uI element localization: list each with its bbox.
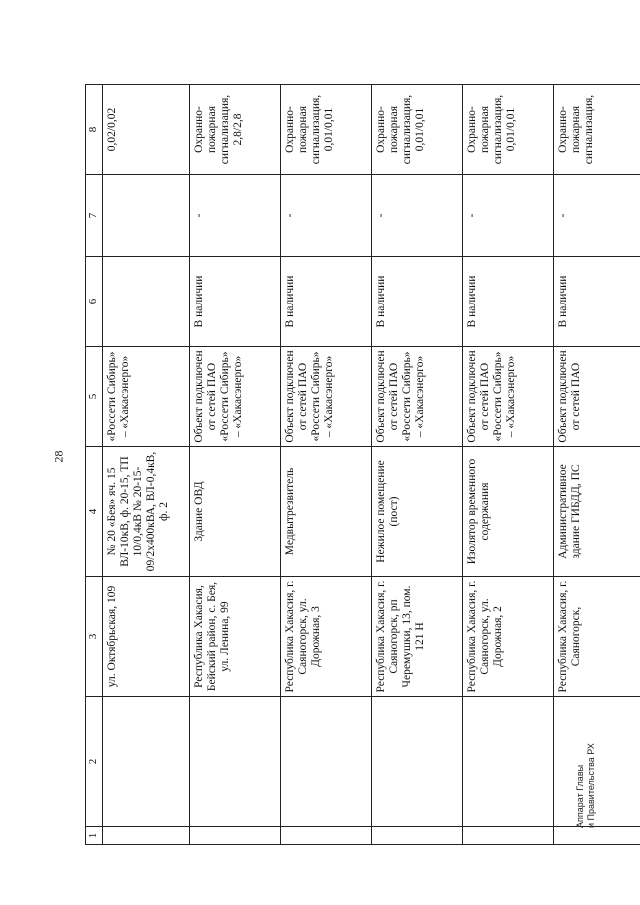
cell-power-source: Объект подключен от сетей ПАО «Россети Сибирь» – «Хакасэнерго» (463, 347, 554, 447)
cell-availability: В наличии (372, 257, 463, 347)
cell-power-source: Объект подключен от сетей ПАО «Россети Сибирь» – «Хакасэнерго» (281, 347, 372, 447)
header-col-4: 4 (86, 447, 103, 577)
cell-address: ул. Октябрьская, 109 (103, 577, 190, 697)
cell-power-source: Объект подключен от сетей ПАО «Россети Сибирь» – «Хакасэнерго» (190, 347, 281, 447)
header-col-6: 6 (86, 257, 103, 347)
cell-availability (103, 257, 190, 347)
cell-alarm: Охранно-пожарная сигнализация, 0,01/0,01 (281, 85, 372, 175)
cell-object: Изолятор временного содержания (463, 447, 554, 577)
cell-object: Нежилое помещение (пост) (372, 447, 463, 577)
cell-availability: В наличии (554, 257, 640, 347)
header-col-8: 8 (86, 85, 103, 175)
header-col-2: 2 (86, 697, 103, 827)
table-row (554, 85, 640, 845)
cell-address: Республика Хакасия, Бейский район, с. Бея, ул. Ленина, 99 (190, 577, 281, 697)
table-row (463, 85, 554, 845)
cell-power-source: Объект подключен от сетей ПАО «Россети Сибирь» – «Хакасэнерго» (372, 347, 463, 447)
cell-availability: В наличии (281, 257, 372, 347)
cell-object: Административное здание ГИБДД, ПС (554, 447, 640, 577)
cell-col-1 (463, 827, 554, 845)
cell-col-7: - (463, 175, 554, 257)
cell-address: Республика Хакасия, г. Саяногорск, рп Черемушки, 13, пом. 121 Н (372, 577, 463, 697)
cell-col-7 (103, 175, 190, 257)
header-col-3: 3 (86, 577, 103, 697)
cell-alarm: Охранно-пожарная сигнализация, 0,01/0,01 (463, 85, 554, 175)
cell-col-2 (103, 697, 190, 827)
cell-col-1 (281, 827, 372, 845)
cell-col-1 (372, 827, 463, 845)
cell-col-2 (463, 697, 554, 827)
cell-col-7: - (372, 175, 463, 257)
cell-col-2 (372, 697, 463, 827)
cell-alarm: Охранно-пожарная сигнализация, (554, 85, 640, 175)
cell-availability: В наличии (190, 257, 281, 347)
cell-col-7: - (281, 175, 372, 257)
cell-col-1 (554, 827, 640, 845)
page-number: 28 (51, 450, 66, 463)
office-stamp (575, 743, 597, 828)
cell-address: Республика Хакасия, г. Саяногорск, ул. Дорожная, 2 (463, 577, 554, 697)
cell-address: Республика Хакасия, г. Саяногорск, (554, 577, 640, 697)
header-col-1: 1 (86, 827, 103, 845)
cell-power-source: Объект подключен от сетей ПАО (554, 347, 640, 447)
cell-availability: В наличии (463, 257, 554, 347)
cell-object: Здание ОВД (190, 447, 281, 577)
cell-col-7: - (190, 175, 281, 257)
table-row (103, 85, 190, 845)
cell-object: № 20 «Бея» яч. 15 ВЛ-10кВ, ф. 20-15, ТП 10/0,4кВ № 20-15-09/2х400кВА, ВЛ-0,4кВ, ф. 2 (103, 447, 190, 577)
cell-col-1 (190, 827, 281, 845)
table-row (281, 85, 372, 845)
cell-col-7: - (554, 175, 640, 257)
cell-col-1 (103, 827, 190, 845)
cell-alarm: Охранно-пожарная сигнализация, 0,01/0,01 (372, 85, 463, 175)
cell-object: Медвытрезвитель (281, 447, 372, 577)
header-col-7: 7 (86, 175, 103, 257)
stamp-line-2: и Правительства РХ (586, 743, 596, 828)
table-row (372, 85, 463, 845)
table-row (190, 85, 281, 845)
cell-col-2 (281, 697, 372, 827)
cell-address: Республика Хакасия, г. Саяногорск, ул. Дорожная, 3 (281, 577, 372, 697)
data-table (85, 84, 640, 845)
header-col-5: 5 (86, 347, 103, 447)
cell-col-2 (190, 697, 281, 827)
header-row (86, 85, 103, 845)
cell-alarm: Охранно-пожарная сигнализация, 2,8/2,8 (190, 85, 281, 175)
cell-alarm: 0,02/0,02 (103, 85, 190, 175)
cell-power-source: «Россети Сибирь» – «Хакасэнерго» (103, 347, 190, 447)
stamp-line-1: Аппарат Главы (575, 764, 585, 828)
